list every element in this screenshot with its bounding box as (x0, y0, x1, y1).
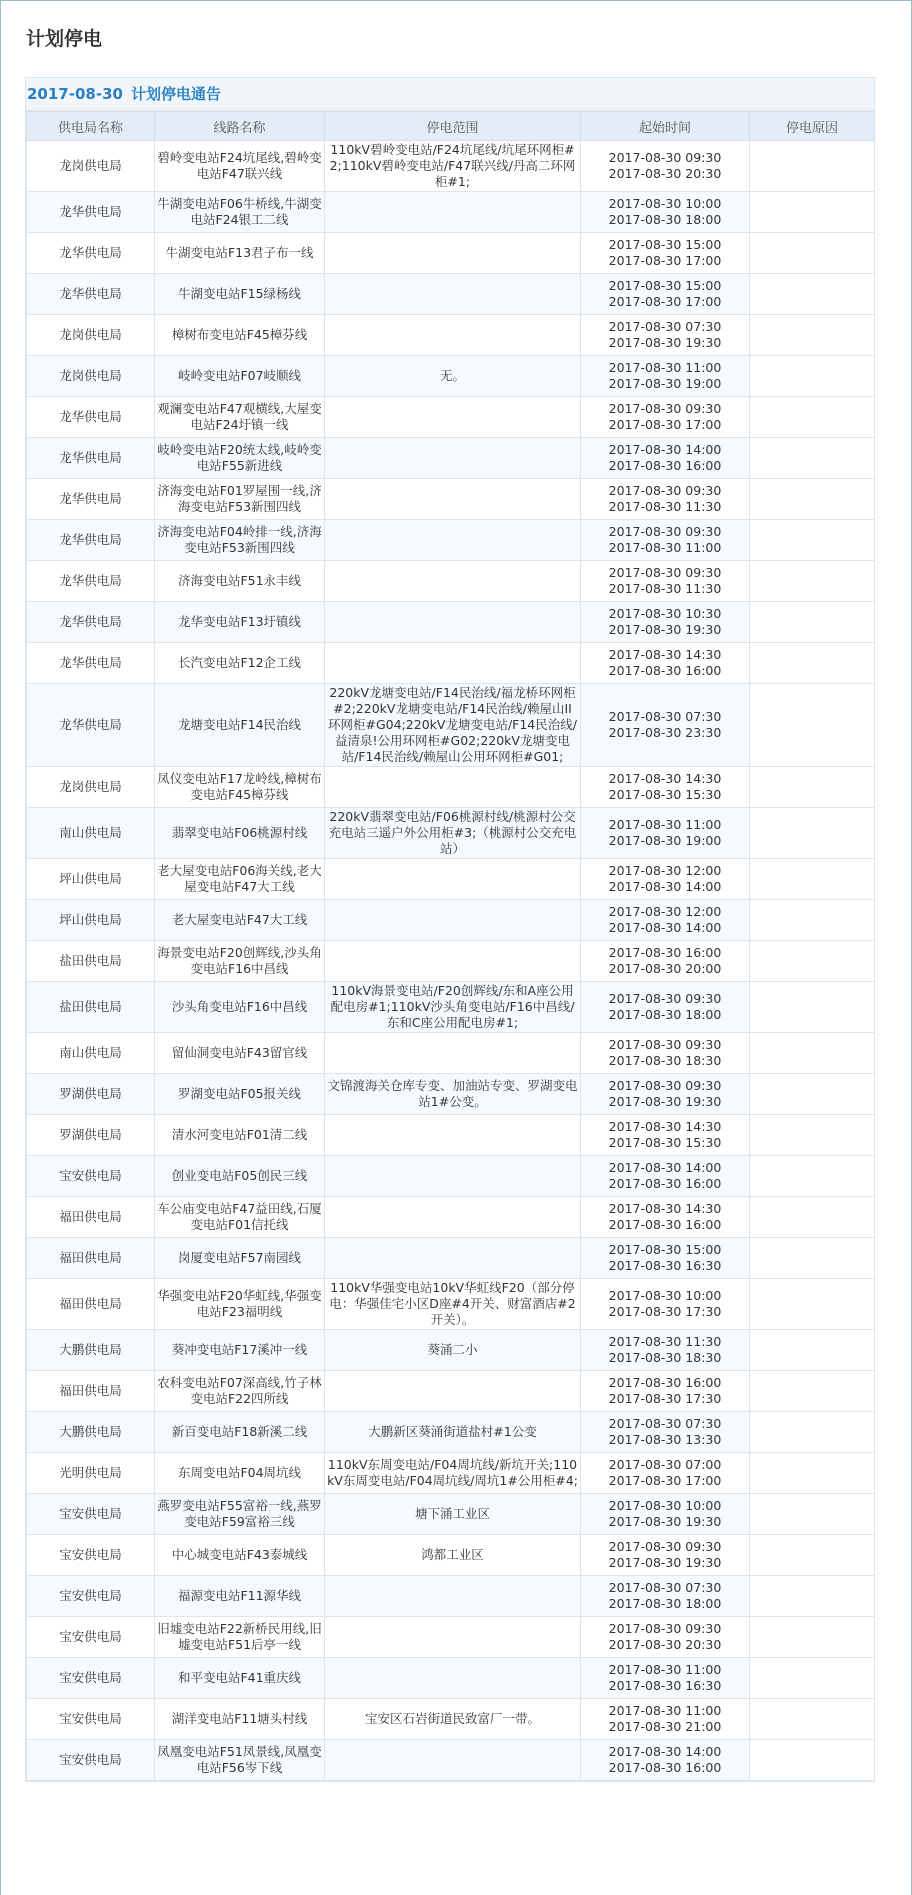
table-row (27, 520, 875, 561)
cell-scope (325, 397, 581, 438)
cell-bureau: 龙华供电局 (27, 520, 155, 561)
cell-line: 岐岭变电站F07岐顺线 (155, 356, 325, 397)
table-row (27, 859, 875, 900)
table-row (27, 1617, 875, 1658)
cell-bureau: 龙华供电局 (27, 274, 155, 315)
cell-line: 翡翠变电站F06桃源村线 (155, 808, 325, 859)
cell-bureau: 福田供电局 (27, 1197, 155, 1238)
cell-bureau: 宝安供电局 (27, 1699, 155, 1740)
cell-time: 2017-08-30 07:30 2017-08-30 13:30 (581, 1412, 750, 1453)
cell-scope (325, 602, 581, 643)
cell-reason (750, 1412, 875, 1453)
cell-line: 济海变电站F01罗屋围一线,济海变电站F53新围四线 (155, 479, 325, 520)
cell-scope (325, 1576, 581, 1617)
table-row (27, 941, 875, 982)
table-row (27, 1371, 875, 1412)
cell-time: 2017-08-30 07:30 2017-08-30 18:00 (581, 1576, 750, 1617)
column-header-scope: 停电范围 (325, 112, 581, 141)
cell-line: 清水河变电站F01清二线 (155, 1115, 325, 1156)
cell-reason (750, 643, 875, 684)
cell-scope: 110kV华强变电站10kV华虹线F20（部分停电：华强佳宅小区D座#4开关、财富酒店#2开关）。 (325, 1279, 581, 1330)
cell-bureau: 南山供电局 (27, 808, 155, 859)
cell-reason (750, 192, 875, 233)
table-row (27, 141, 875, 192)
cell-time: 2017-08-30 09:30 2017-08-30 20:30 (581, 141, 750, 192)
cell-bureau: 龙华供电局 (27, 438, 155, 479)
cell-reason (750, 1699, 875, 1740)
table-header-row (27, 112, 875, 141)
cell-time: 2017-08-30 09:30 2017-08-30 11:00 (581, 520, 750, 561)
cell-reason (750, 561, 875, 602)
cell-bureau: 龙华供电局 (27, 684, 155, 767)
cell-bureau: 大鹏供电局 (27, 1412, 155, 1453)
table-row (27, 900, 875, 941)
cell-scope: 220kV龙塘变电站/F14民治线/福龙桥环网柜#2;220kV龙塘变电站/F14民治线/赖屋山II环网柜#G04;220kV龙塘变电站/F14民治线/益清泉!公用环网柜#G02;220kV龙塘变电站/F14民治线/赖屋山公用环网柜#G01; (325, 684, 581, 767)
cell-time: 2017-08-30 14:00 2017-08-30 16:00 (581, 1156, 750, 1197)
cell-scope (325, 561, 581, 602)
cell-bureau: 宝安供电局 (27, 1494, 155, 1535)
cell-scope (325, 1156, 581, 1197)
cell-reason (750, 315, 875, 356)
cell-reason (750, 356, 875, 397)
cell-scope: 葵涌二小 (325, 1330, 581, 1371)
cell-bureau: 龙华供电局 (27, 561, 155, 602)
cell-scope (325, 1658, 581, 1699)
cell-reason (750, 1494, 875, 1535)
cell-scope (325, 438, 581, 479)
cell-line: 岐岭变电站F20统太线,岐岭变电站F55新进线 (155, 438, 325, 479)
cell-time: 2017-08-30 09:30 2017-08-30 20:30 (581, 1617, 750, 1658)
cell-reason (750, 274, 875, 315)
cell-time: 2017-08-30 09:30 2017-08-30 11:30 (581, 479, 750, 520)
cell-line: 老大屋变电站F06海关线,老大屋变电站F47大工线 (155, 859, 325, 900)
cell-scope (325, 941, 581, 982)
cell-line: 牛湖变电站F13君子布一线 (155, 233, 325, 274)
cell-time: 2017-08-30 11:00 2017-08-30 21:00 (581, 1699, 750, 1740)
table-row (27, 1238, 875, 1279)
cell-time: 2017-08-30 12:00 2017-08-30 14:00 (581, 900, 750, 941)
cell-time: 2017-08-30 10:30 2017-08-30 19:30 (581, 602, 750, 643)
cell-scope: 宝安区石岩街道民致富厂一带。 (325, 1699, 581, 1740)
cell-line: 东周变电站F04周坑线 (155, 1453, 325, 1494)
notice-panel (25, 77, 875, 1782)
cell-scope (325, 1617, 581, 1658)
cell-scope (325, 1740, 581, 1781)
cell-line: 牛湖变电站F15绿杨线 (155, 274, 325, 315)
table-row (27, 479, 875, 520)
cell-scope: 文锦渡海关仓库专变、加油站专变、罗湖变电站1#公变。 (325, 1074, 581, 1115)
cell-reason (750, 1576, 875, 1617)
cell-line: 车公庙变电站F47益田线,石厦变电站F01信托线 (155, 1197, 325, 1238)
cell-bureau: 龙岗供电局 (27, 315, 155, 356)
cell-scope (325, 520, 581, 561)
table-row (27, 561, 875, 602)
cell-scope (325, 767, 581, 808)
cell-time: 2017-08-30 10:00 2017-08-30 18:00 (581, 192, 750, 233)
cell-line: 岗厦变电站F57南园线 (155, 1238, 325, 1279)
cell-bureau: 坪山供电局 (27, 859, 155, 900)
cell-bureau: 龙华供电局 (27, 479, 155, 520)
cell-reason (750, 479, 875, 520)
cell-line: 葵冲变电站F17溪冲一线 (155, 1330, 325, 1371)
table-row (27, 1412, 875, 1453)
table-row (27, 1535, 875, 1576)
cell-scope (325, 1115, 581, 1156)
cell-time: 2017-08-30 07:00 2017-08-30 17:00 (581, 1453, 750, 1494)
cell-reason (750, 602, 875, 643)
cell-reason (750, 1740, 875, 1781)
cell-time: 2017-08-30 14:30 2017-08-30 15:30 (581, 1115, 750, 1156)
cell-time: 2017-08-30 11:00 2017-08-30 19:00 (581, 808, 750, 859)
cell-reason (750, 684, 875, 767)
column-header-time: 起始时间 (581, 112, 750, 141)
cell-reason (750, 397, 875, 438)
cell-bureau: 福田供电局 (27, 1238, 155, 1279)
cell-reason (750, 1197, 875, 1238)
cell-scope (325, 1197, 581, 1238)
cell-line: 创业变电站F05创民三线 (155, 1156, 325, 1197)
table-row (27, 1033, 875, 1074)
cell-line: 福源变电站F11源华线 (155, 1576, 325, 1617)
cell-line: 湖洋变电站F11塘头村线 (155, 1699, 325, 1740)
cell-reason (750, 1033, 875, 1074)
cell-bureau: 罗湖供电局 (27, 1074, 155, 1115)
cell-time: 2017-08-30 14:30 2017-08-30 16:00 (581, 1197, 750, 1238)
table-row (27, 1156, 875, 1197)
table-row (27, 602, 875, 643)
table-row (27, 1279, 875, 1330)
cell-time: 2017-08-30 16:00 2017-08-30 17:30 (581, 1371, 750, 1412)
outage-table (26, 111, 875, 1781)
cell-bureau: 龙华供电局 (27, 192, 155, 233)
cell-bureau: 宝安供电局 (27, 1617, 155, 1658)
table-row (27, 1658, 875, 1699)
table-row (27, 233, 875, 274)
cell-line: 旧墟变电站F22新桥民用线,旧墟变电站F51后亭一线 (155, 1617, 325, 1658)
cell-line: 留仙洞变电站F43留官线 (155, 1033, 325, 1074)
cell-scope: 大鹏新区葵涌街道盐村#1公变 (325, 1412, 581, 1453)
cell-bureau: 南山供电局 (27, 1033, 155, 1074)
cell-time: 2017-08-30 07:30 2017-08-30 19:30 (581, 315, 750, 356)
cell-bureau: 宝安供电局 (27, 1658, 155, 1699)
cell-scope (325, 1238, 581, 1279)
cell-scope: 110kV东周变电站/F04周坑线/新坑开关;110kV东周变电站/F04周坑线/周坑1#公用柜#4; (325, 1453, 581, 1494)
cell-time: 2017-08-30 09:30 2017-08-30 19:30 (581, 1074, 750, 1115)
notice-heading: 计划停电通告 (130, 85, 221, 103)
cell-reason (750, 1238, 875, 1279)
cell-reason (750, 1074, 875, 1115)
cell-line: 沙头角变电站F16中昌线 (155, 982, 325, 1033)
cell-line: 龙华变电站F13圩镇线 (155, 602, 325, 643)
cell-reason (750, 900, 875, 941)
cell-reason (750, 233, 875, 274)
cell-line: 老大屋变电站F47大工线 (155, 900, 325, 941)
cell-time: 2017-08-30 14:30 2017-08-30 15:30 (581, 767, 750, 808)
cell-scope: 鸿都工业区 (325, 1535, 581, 1576)
cell-bureau: 龙华供电局 (27, 397, 155, 438)
cell-time: 2017-08-30 09:30 2017-08-30 19:30 (581, 1535, 750, 1576)
cell-bureau: 盐田供电局 (27, 941, 155, 982)
table-row (27, 808, 875, 859)
cell-reason (750, 438, 875, 479)
cell-line: 海景变电站F20创辉线,沙头角变电站F16中昌线 (155, 941, 325, 982)
table-row (27, 767, 875, 808)
column-header-reason: 停电原因 (750, 112, 875, 141)
cell-bureau: 罗湖供电局 (27, 1115, 155, 1156)
cell-reason (750, 767, 875, 808)
cell-reason (750, 1617, 875, 1658)
cell-bureau: 龙岗供电局 (27, 356, 155, 397)
cell-reason (750, 1453, 875, 1494)
cell-time: 2017-08-30 14:00 2017-08-30 16:00 (581, 438, 750, 479)
cell-scope: 220kV翡翠变电站/F06桃源村线/桃源村公交充电站三遥户外公用柜#3;（桃源村公交充电站） (325, 808, 581, 859)
cell-line: 济海变电站F51永丰线 (155, 561, 325, 602)
table-row (27, 643, 875, 684)
cell-line: 牛湖变电站F06牛桥线,牛湖变电站F24银工二线 (155, 192, 325, 233)
cell-bureau: 大鹏供电局 (27, 1330, 155, 1371)
table-row (27, 356, 875, 397)
table-row (27, 192, 875, 233)
cell-time: 2017-08-30 14:00 2017-08-30 16:00 (581, 1740, 750, 1781)
cell-line: 凤仪变电站F17龙岭线,樟树布变电站F45樟芬线 (155, 767, 325, 808)
cell-line: 罗湖变电站F05报关线 (155, 1074, 325, 1115)
cell-reason (750, 1658, 875, 1699)
cell-line: 中心城变电站F43泰城线 (155, 1535, 325, 1576)
cell-bureau: 龙华供电局 (27, 233, 155, 274)
cell-time: 2017-08-30 15:00 2017-08-30 17:00 (581, 233, 750, 274)
cell-reason (750, 941, 875, 982)
cell-scope: 无。 (325, 356, 581, 397)
cell-line: 和平变电站F41重庆线 (155, 1658, 325, 1699)
cell-bureau: 龙岗供电局 (27, 767, 155, 808)
cell-scope (325, 643, 581, 684)
column-header-line: 线路名称 (155, 112, 325, 141)
cell-time: 2017-08-30 15:00 2017-08-30 17:00 (581, 274, 750, 315)
table-row (27, 1740, 875, 1781)
page-title: 计划停电 (26, 28, 103, 50)
table-row (27, 1494, 875, 1535)
cell-scope (325, 1033, 581, 1074)
cell-bureau: 宝安供电局 (27, 1576, 155, 1617)
cell-reason (750, 141, 875, 192)
cell-time: 2017-08-30 09:30 2017-08-30 18:30 (581, 1033, 750, 1074)
cell-bureau: 光明供电局 (27, 1453, 155, 1494)
cell-scope (325, 479, 581, 520)
cell-reason (750, 1115, 875, 1156)
cell-scope: 110kV碧岭变电站/F24坑尾线/坑尾环网柜#2;110kV碧岭变电站/F47联兴线/丹高二环网柜#1; (325, 141, 581, 192)
cell-line: 龙塘变电站F14民治线 (155, 684, 325, 767)
cell-reason (750, 808, 875, 859)
cell-reason (750, 1371, 875, 1412)
cell-reason (750, 1535, 875, 1576)
cell-bureau: 福田供电局 (27, 1279, 155, 1330)
cell-scope: 塘下涌工业区 (325, 1494, 581, 1535)
table-row (27, 274, 875, 315)
cell-bureau: 盐田供电局 (27, 982, 155, 1033)
cell-time: 2017-08-30 11:00 2017-08-30 16:30 (581, 1658, 750, 1699)
cell-reason (750, 1279, 875, 1330)
cell-scope (325, 1371, 581, 1412)
cell-line: 凤凰变电站F51凤景线,凤凰变电站F56岑下线 (155, 1740, 325, 1781)
cell-line: 碧岭变电站F24坑尾线,碧岭变电站F47联兴线 (155, 141, 325, 192)
table-row (27, 438, 875, 479)
table-row (27, 684, 875, 767)
notice-title (26, 78, 874, 111)
column-header-bureau: 供电局名称 (27, 112, 155, 141)
cell-bureau: 宝安供电局 (27, 1740, 155, 1781)
cell-time: 2017-08-30 11:30 2017-08-30 18:30 (581, 1330, 750, 1371)
table-body (27, 141, 875, 1781)
cell-scope (325, 900, 581, 941)
cell-line: 农科变电站F07深高线,竹子林变电站F22四所线 (155, 1371, 325, 1412)
cell-line: 燕罗变电站F55富裕一线,燕罗变电站F59富裕三线 (155, 1494, 325, 1535)
cell-line: 新百变电站F18新溪二线 (155, 1412, 325, 1453)
table-row (27, 1074, 875, 1115)
cell-time: 2017-08-30 12:00 2017-08-30 14:00 (581, 859, 750, 900)
cell-time: 2017-08-30 15:00 2017-08-30 16:30 (581, 1238, 750, 1279)
cell-scope (325, 192, 581, 233)
cell-line: 济海变电站F04岭排一线,济海变电站F53新围四线 (155, 520, 325, 561)
cell-time: 2017-08-30 09:30 2017-08-30 17:00 (581, 397, 750, 438)
table-row (27, 1699, 875, 1740)
cell-reason (750, 520, 875, 561)
cell-bureau: 福田供电局 (27, 1371, 155, 1412)
notice-date: 2017-08-30 (27, 85, 123, 103)
table-row (27, 1115, 875, 1156)
cell-bureau: 龙岗供电局 (27, 141, 155, 192)
cell-reason (750, 1330, 875, 1371)
cell-time: 2017-08-30 09:30 2017-08-30 18:00 (581, 982, 750, 1033)
cell-bureau: 龙华供电局 (27, 602, 155, 643)
table-row (27, 315, 875, 356)
cell-bureau: 宝安供电局 (27, 1535, 155, 1576)
cell-scope (325, 274, 581, 315)
cell-time: 2017-08-30 09:30 2017-08-30 11:30 (581, 561, 750, 602)
cell-reason (750, 982, 875, 1033)
table-row (27, 1330, 875, 1371)
cell-bureau: 龙华供电局 (27, 643, 155, 684)
cell-time: 2017-08-30 11:00 2017-08-30 19:00 (581, 356, 750, 397)
cell-bureau: 坪山供电局 (27, 900, 155, 941)
cell-scope: 110kV海景变电站/F20创辉线/东和A座公用配电房#1;110kV沙头角变电站/F16中昌线/东和C座公用配电房#1; (325, 982, 581, 1033)
cell-time: 2017-08-30 10:00 2017-08-30 17:30 (581, 1279, 750, 1330)
cell-reason (750, 1156, 875, 1197)
cell-line: 观澜变电站F47观横线,大屋变电站F24圩镇一线 (155, 397, 325, 438)
table-row (27, 1576, 875, 1617)
table-row (27, 397, 875, 438)
table-row (27, 982, 875, 1033)
cell-bureau: 宝安供电局 (27, 1156, 155, 1197)
table-row (27, 1453, 875, 1494)
cell-time: 2017-08-30 07:30 2017-08-30 23:30 (581, 684, 750, 767)
cell-reason (750, 859, 875, 900)
cell-time: 2017-08-30 10:00 2017-08-30 19:30 (581, 1494, 750, 1535)
cell-line: 樟树布变电站F45樟芬线 (155, 315, 325, 356)
cell-scope (325, 233, 581, 274)
cell-scope (325, 859, 581, 900)
cell-line: 华强变电站F20华虹线,华强变电站F23福明线 (155, 1279, 325, 1330)
cell-scope (325, 315, 581, 356)
cell-time: 2017-08-30 14:30 2017-08-30 16:00 (581, 643, 750, 684)
cell-line: 长汽变电站F12企工线 (155, 643, 325, 684)
table-row (27, 1197, 875, 1238)
cell-time: 2017-08-30 16:00 2017-08-30 20:00 (581, 941, 750, 982)
